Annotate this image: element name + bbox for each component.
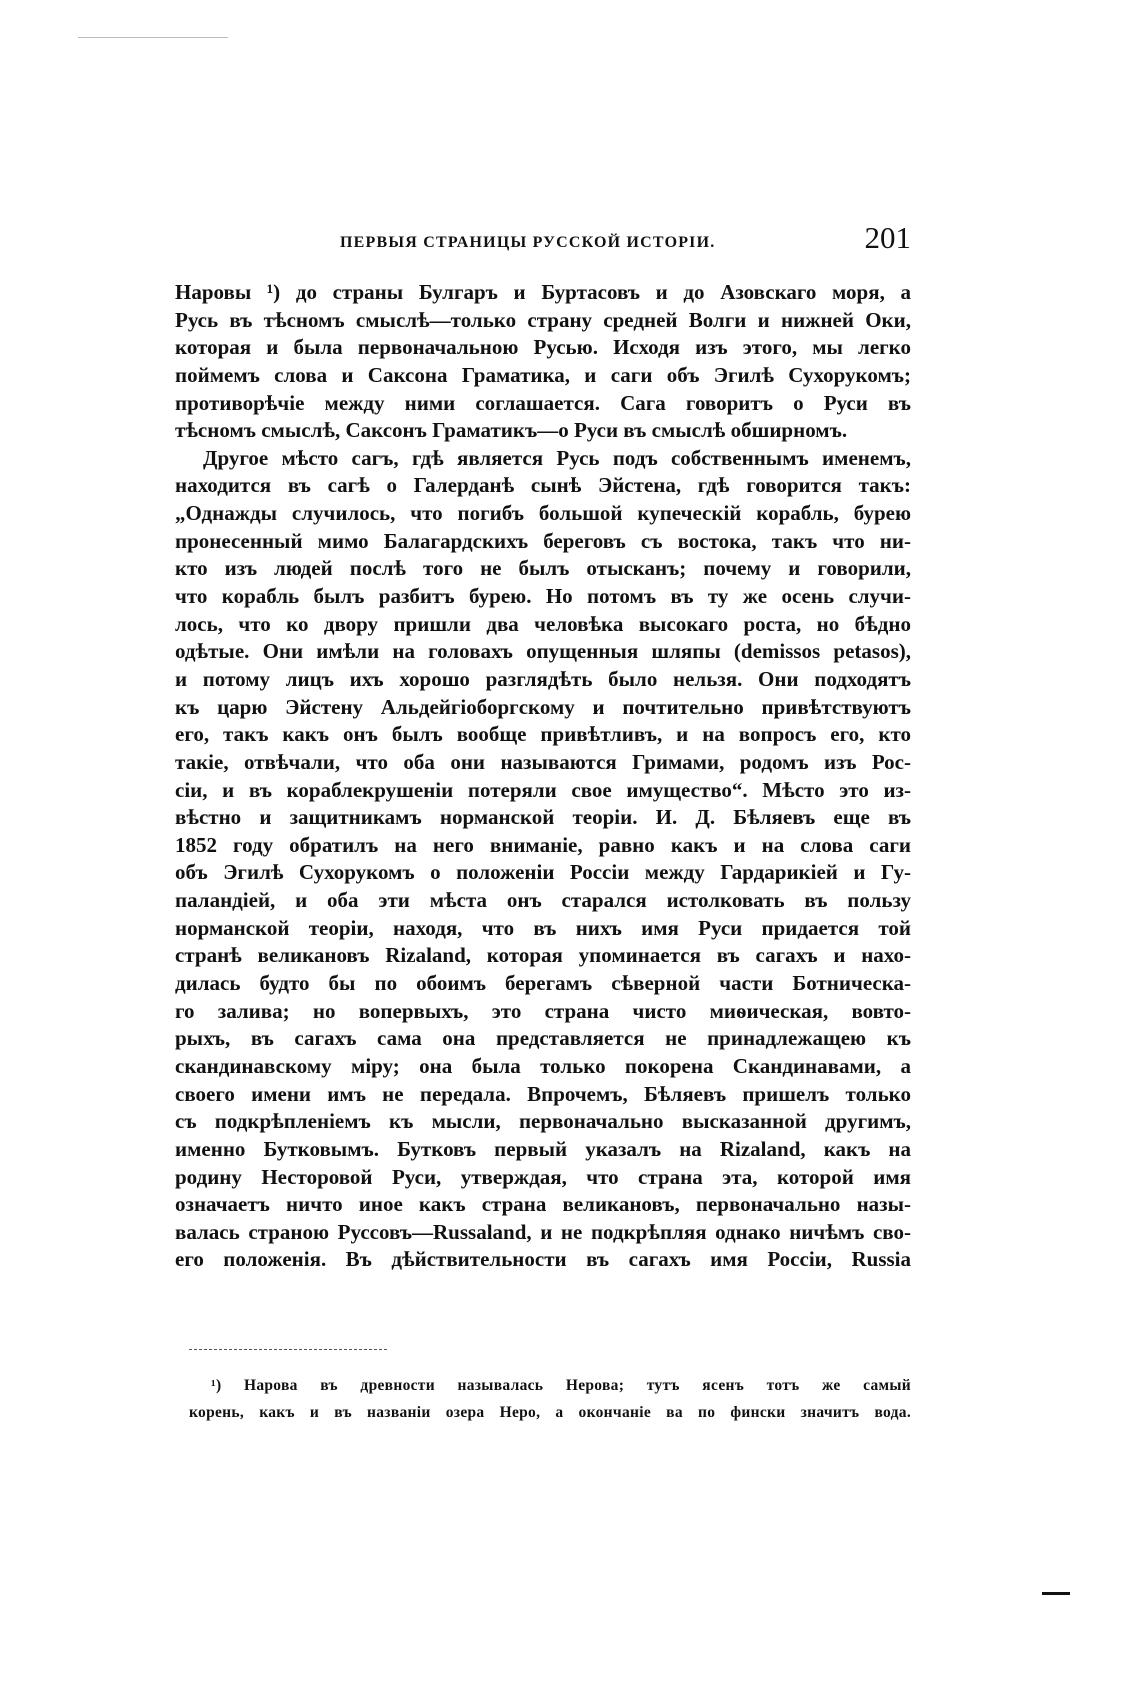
text-line: Другое мѣсто сагъ, гдѣ является Русь подъ собственнымъ именемъ, — [203, 445, 911, 470]
footnote-line: ¹) Нарова въ древности называлась Нерова; тутъ ясенъ тотъ же самый — [211, 1377, 911, 1394]
text-line: странѣ великановъ Rizaland, которая упоминается въ сагахъ и нахо- — [175, 943, 911, 968]
footnote-separator — [189, 1349, 387, 1350]
text-line: тѣсномъ смыслѣ, Саксонъ Граматикъ—о Руси въ смыслѣ обширномъ. — [175, 418, 848, 443]
text-line: го залива; но вопервыхъ, это страна чисто миѳическая, вовто- — [175, 998, 911, 1023]
text-line: Наровы ¹) до страны Булгаръ и Буртасовъ и до Азовскаго моря, а — [175, 280, 911, 304]
text-line: именно Бутковымъ. Бутковъ первый указалъ на Rizaland, какъ на — [175, 1136, 911, 1161]
text-line: находится въ сагѣ о Галерданѣ сынѣ Эйстена, гдѣ говорится такъ: — [175, 473, 911, 498]
page-header — [175, 220, 911, 260]
text-line: родину Несторовой Руси, утверждая, что страна эта, которой имя — [175, 1164, 911, 1189]
text-line: къ царю Эйстену Альдейгіоборгскому и почтительно привѣтствуютъ — [175, 694, 911, 719]
scan-mark — [1042, 1592, 1070, 1595]
text-line: 1852 году обратилъ на него вниманіе, равно какъ и на слова саги — [175, 832, 911, 857]
body-text — [175, 279, 911, 1274]
text-line: паландіей, и оба эти мѣста онъ старался истолковать въ пользу — [175, 888, 911, 913]
text-line: поймемъ слова и Саксона Граматика, и саги объ Эгилѣ Сухорукомъ; — [175, 362, 911, 387]
text-line: скандинавскому міру; она была только покорена Скандинавами, а — [175, 1053, 911, 1078]
text-line: дилась будто бы по обоимъ берегамъ сѣверной части Ботническа- — [175, 971, 911, 996]
text-line: его положенія. Въ дѣйствительности въ сагахъ имя Россіи, Russia — [175, 1247, 911, 1272]
text-line: которая и была первоначальною Русью. Исходя изъ этого, мы легко — [175, 335, 911, 360]
text-line: что корабль былъ разбитъ бурею. Но потомъ въ ту же осень случи- — [175, 584, 911, 609]
text-line: сіи, и въ кораблекрушеніи потеряли свое имущество“. Мѣсто это из- — [175, 777, 911, 802]
text-line: пронесенный мимо Балагардскихъ береговъ съ востока, такъ что ни- — [175, 528, 911, 553]
text-line: съ подкрѣпленіемъ къ мысли, первоначально высказанной другимъ, — [175, 1109, 911, 1134]
page-number: 201 — [864, 220, 911, 255]
text-line: вѣстно и защитникамъ норманской теоріи. И. Д. Бѣляевъ еще въ — [175, 805, 911, 830]
text-line: норманской теоріи, находя, что въ нихъ имя Руси придается той — [175, 915, 911, 940]
text-line: означаетъ ничто иное какъ страна великановъ, первоначально назы- — [175, 1192, 911, 1217]
text-line: противорѣчіе между ними соглашается. Сага говоритъ о Руси въ — [175, 390, 911, 415]
text-line: и потому лицъ ихъ хорошо разглядѣть было нельзя. Они подходятъ — [175, 666, 911, 691]
footnote — [189, 1372, 911, 1426]
text-line: рыхъ, въ сагахъ сама она представляется не принадлежащею къ — [175, 1026, 911, 1051]
top-edge-rule — [78, 37, 228, 38]
text-line: такіе, отвѣчали, что оба они называются Гримами, родомъ изъ Рос- — [175, 749, 911, 774]
text-line: своего имени имъ не передала. Впрочемъ, Бѣляевъ пришелъ только — [175, 1081, 911, 1106]
text-line: валась страною Руссовъ—Russaland, и не подкрѣпляя однако ничѣмъ сво- — [175, 1219, 911, 1244]
text-line: лось, что ко двору пришли два человѣка высокаго роста, но бѣдно — [175, 611, 911, 636]
text-line: одѣтые. Они имѣли на головахъ опущенныя шляпы (demissos petasos), — [175, 639, 911, 664]
text-line: кто изъ людей послѣ того не былъ отысканъ; почему и говорили, — [175, 556, 911, 581]
footnote-line: корень, какъ и въ названіи озера Неро, а окончаніе ва по фински значитъ вода. — [189, 1404, 911, 1421]
text-line: „Однажды случилось, что погибъ большой купеческій корабль, бурею — [175, 501, 911, 526]
text-line: Русь въ тѣсномъ смыслѣ—только страну средней Волги и нижней Оки, — [175, 307, 911, 332]
text-line: объ Эгилѣ Сухорукомъ о положеніи Россіи между Гардарикіей и Гу- — [175, 860, 911, 885]
running-title: ПЕРВЫЯ СТРАНИЦЫ РУССКОЙ ИСТОРІИ. — [340, 234, 716, 251]
text-line: его, такъ какъ онъ былъ вообще привѣтливъ, и на вопросъ его, кто — [175, 722, 911, 747]
